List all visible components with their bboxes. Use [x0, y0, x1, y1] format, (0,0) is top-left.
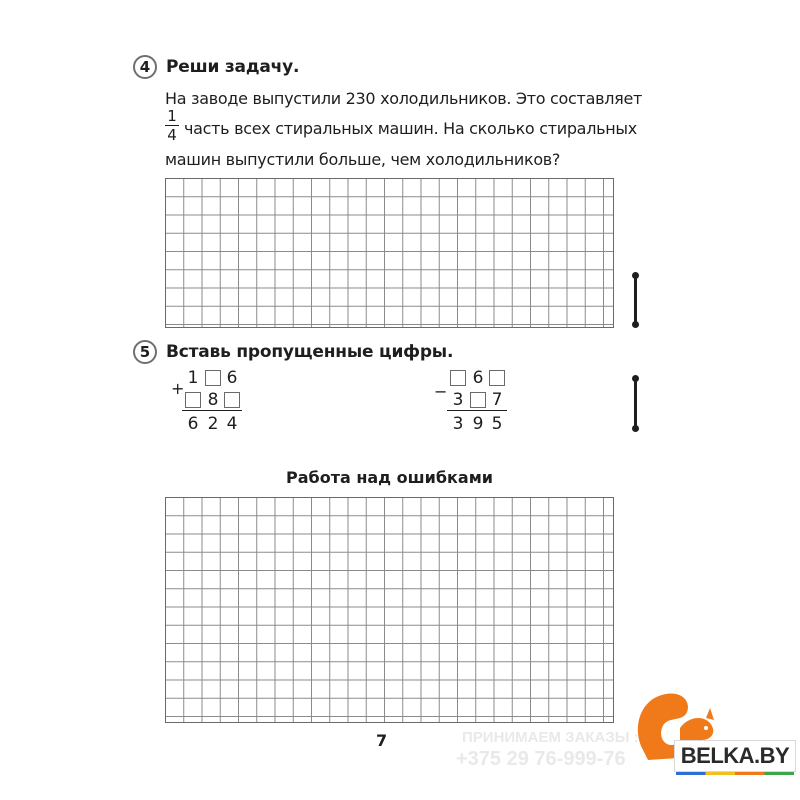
- brand-badge: [674, 740, 796, 772]
- digit: 2: [207, 414, 219, 434]
- digit: 1: [187, 368, 199, 388]
- digit: 8: [207, 390, 219, 410]
- fraction-denominator: 4: [167, 126, 177, 144]
- digit: 3: [452, 414, 464, 434]
- missing-digit-box[interactable]: [489, 370, 505, 386]
- section-title: Работа над ошибками: [286, 468, 493, 487]
- watermark-phone: +375 29 76-999-76: [456, 748, 626, 770]
- missing-digit-box[interactable]: [205, 370, 221, 386]
- task-title: Вставь пропущенные цифры.: [166, 342, 454, 362]
- score-marker-line: [634, 378, 637, 428]
- problem-text-line: На заводе выпустили 230 холодильников. Это составляет: [165, 89, 643, 108]
- digit: 6: [226, 368, 238, 388]
- digit: 7: [491, 390, 503, 410]
- digit: 6: [472, 368, 484, 388]
- problem-text-line: часть всех стиральных машин. На сколько стиральных: [184, 119, 637, 138]
- watermark-text: ПРИНИМАЕМ ЗАКАЗЫ :: [462, 729, 639, 746]
- missing-digit-box[interactable]: [185, 392, 201, 408]
- digit: 4: [226, 414, 238, 434]
- digit: 3: [452, 390, 464, 410]
- problem-text-line: машин выпустили больше, чем холодильников?: [165, 150, 561, 169]
- task-number: 4: [139, 58, 151, 76]
- task-number-badge: [133, 340, 157, 364]
- digit: 6: [187, 414, 199, 434]
- minus-sign: −: [434, 382, 448, 401]
- task-title: Реши задачу.: [166, 57, 300, 77]
- brand-stripe: [676, 772, 794, 775]
- fraction-numerator: 1: [167, 107, 177, 125]
- digit: 5: [491, 414, 503, 434]
- plus-sign: +: [171, 379, 185, 398]
- fraction: [164, 108, 180, 143]
- difference-line: [447, 410, 507, 411]
- marker-dot: [632, 321, 639, 328]
- missing-digit-box[interactable]: [450, 370, 466, 386]
- task-number: 5: [139, 343, 151, 361]
- brand-name: BELKA.BY: [680, 743, 790, 768]
- task-number-badge: [133, 55, 157, 79]
- missing-digit-box[interactable]: [470, 392, 486, 408]
- digit: 9: [472, 414, 484, 434]
- score-marker-line: [634, 275, 637, 325]
- answer-grid[interactable]: [165, 178, 614, 328]
- missing-digit-box[interactable]: [224, 392, 240, 408]
- sum-line: [182, 410, 242, 411]
- page-number: 7: [376, 731, 388, 750]
- errors-grid[interactable]: [165, 497, 614, 723]
- marker-dot: [632, 425, 639, 432]
